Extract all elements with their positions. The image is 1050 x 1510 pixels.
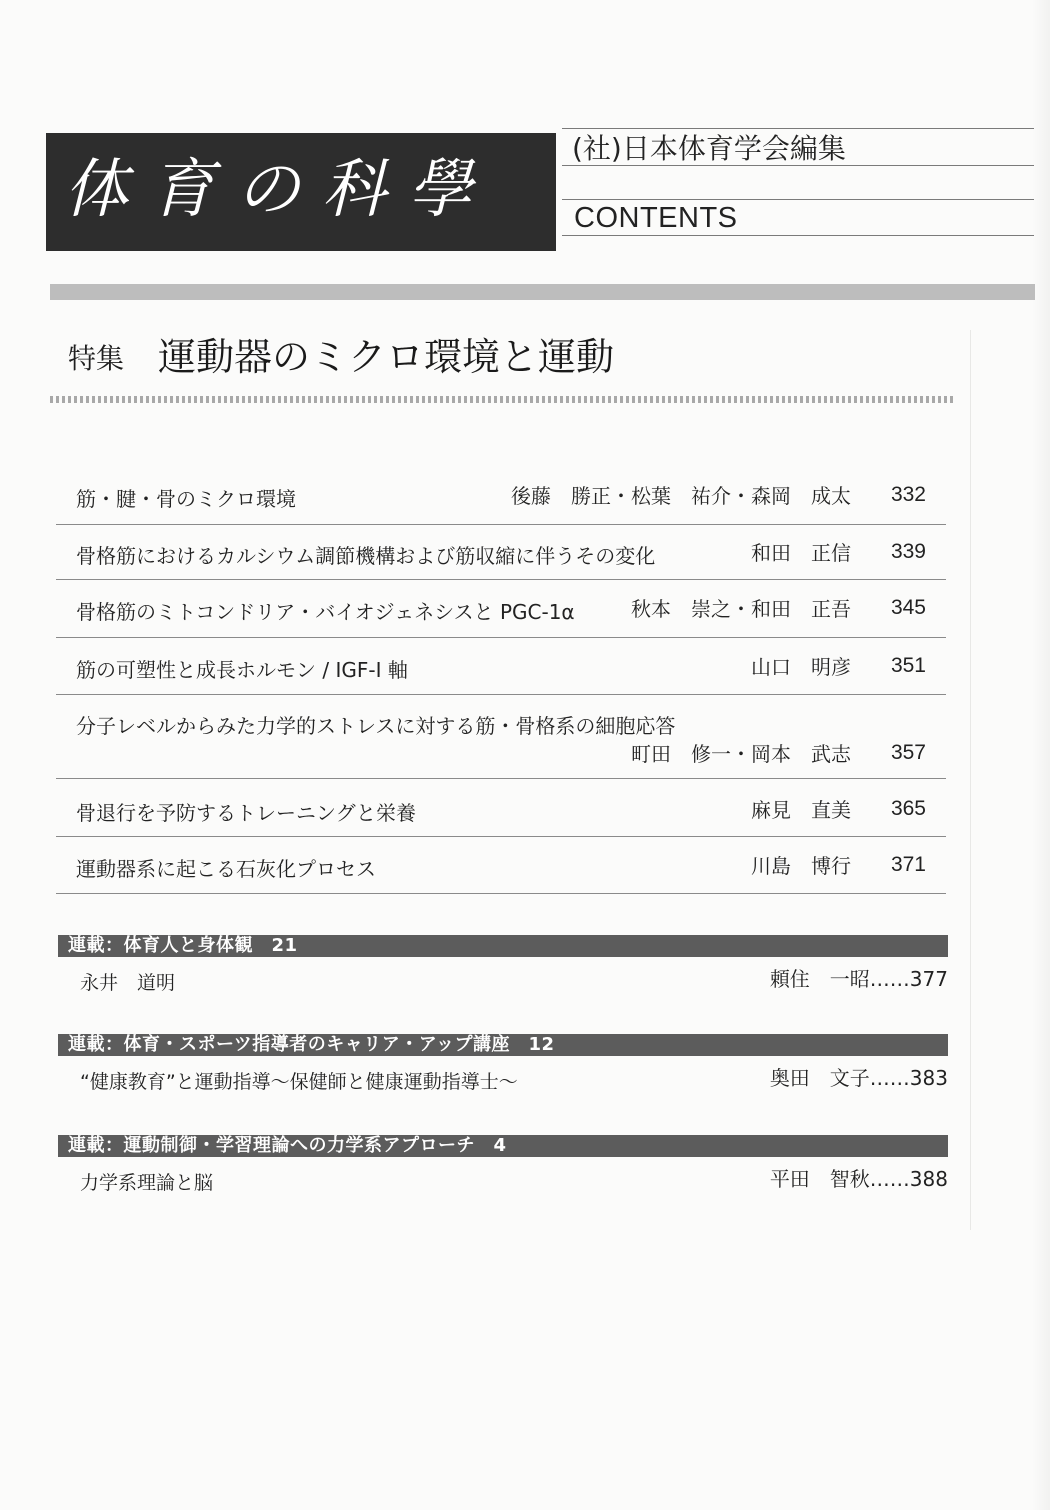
article-title: 分子レベルからみた力学的ストレスに対する筋・骨格系の細胞応答	[76, 714, 676, 738]
article-authors: 後藤 勝正・松葉 祐介・森岡 成太	[511, 484, 851, 508]
article-row[interactable]	[56, 580, 946, 638]
series-section	[58, 1135, 948, 1197]
header-band	[50, 284, 1035, 300]
series-entry[interactable]	[58, 1056, 948, 1096]
series-entry-title: 永井 道明	[80, 972, 176, 994]
article-authors: 麻見 直美	[751, 798, 851, 822]
series-header: 連載：体育・スポーツ指導者のキャリア・アップ講座 12	[58, 1034, 948, 1056]
series-header: 連載：体育人と身体観 21	[58, 935, 948, 957]
feature-label: 特集	[68, 342, 125, 375]
article-row[interactable]	[56, 779, 946, 837]
article-row[interactable]	[56, 525, 946, 580]
article-title: 筋・腱・骨のミクロ環境	[76, 487, 296, 511]
series-entry-title: “健康教育”と運動指導～保健師と健康運動指導士～	[80, 1071, 518, 1093]
series-entry-author-page: 平田 智秋……388	[769, 1167, 948, 1191]
article-row[interactable]	[56, 837, 946, 894]
article-row[interactable]	[56, 638, 946, 695]
article-page: 332	[890, 483, 926, 506]
page-edge-shadow	[1032, 0, 1050, 1510]
masthead-rule-top	[562, 128, 1034, 129]
series-entry-author-page: 奥田 文子……383	[769, 1066, 948, 1090]
publisher-label: (社)日本体育学会編集	[572, 132, 846, 165]
feature-article-list	[56, 468, 946, 894]
article-page: 357	[890, 741, 926, 764]
masthead-rule-mid2	[562, 199, 1034, 200]
series-section	[58, 935, 948, 997]
article-title: 骨格筋におけるカルシウム調節機構および筋収縮に伴うその変化	[76, 544, 656, 568]
article-title: 骨退行を予防するトレーニングと栄養	[76, 801, 416, 825]
article-row[interactable]	[56, 468, 946, 525]
article-authors: 秋本 崇之・和田 正吾	[631, 597, 851, 621]
article-page: 351	[890, 654, 926, 677]
article-authors: 川島 博行	[751, 854, 851, 878]
series-entry-author-page: 頼住 一昭……377	[769, 967, 948, 991]
journal-title: 体育の科學	[64, 153, 494, 227]
article-row[interactable]	[56, 695, 946, 779]
article-authors: 和田 正信	[751, 541, 851, 565]
series-entry-title: 力学系理論と脳	[80, 1172, 214, 1194]
article-authors: 山口 明彦	[751, 655, 851, 679]
series-entry[interactable]	[58, 1157, 948, 1197]
article-title: 筋の可塑性と成長ホルモン / IGF-I 軸	[76, 658, 408, 682]
article-page: 371	[890, 853, 926, 876]
bleed-through-line	[970, 330, 971, 1230]
series-entry[interactable]	[58, 957, 948, 997]
masthead-rule-bottom	[562, 235, 1034, 236]
series-section	[58, 1034, 948, 1096]
article-title: 運動器系に起こる石灰化プロセス	[76, 857, 376, 881]
article-page: 345	[890, 596, 926, 619]
article-page: 365	[890, 797, 926, 820]
article-authors: 町田 修一・岡本 武志	[631, 742, 851, 766]
article-title: 骨格筋のミトコンドリア・バイオジェネシスと PGC-1α	[76, 600, 575, 624]
series-header: 連載：運動制御・学習理論への力学系アプローチ 4	[58, 1135, 948, 1157]
article-page: 339	[890, 540, 926, 563]
feature-divider	[50, 396, 955, 403]
contents-label: CONTENTS	[574, 202, 738, 234]
masthead-rule-mid	[562, 165, 1034, 166]
feature-title: 運動器のミクロ環境と運動	[158, 335, 615, 379]
